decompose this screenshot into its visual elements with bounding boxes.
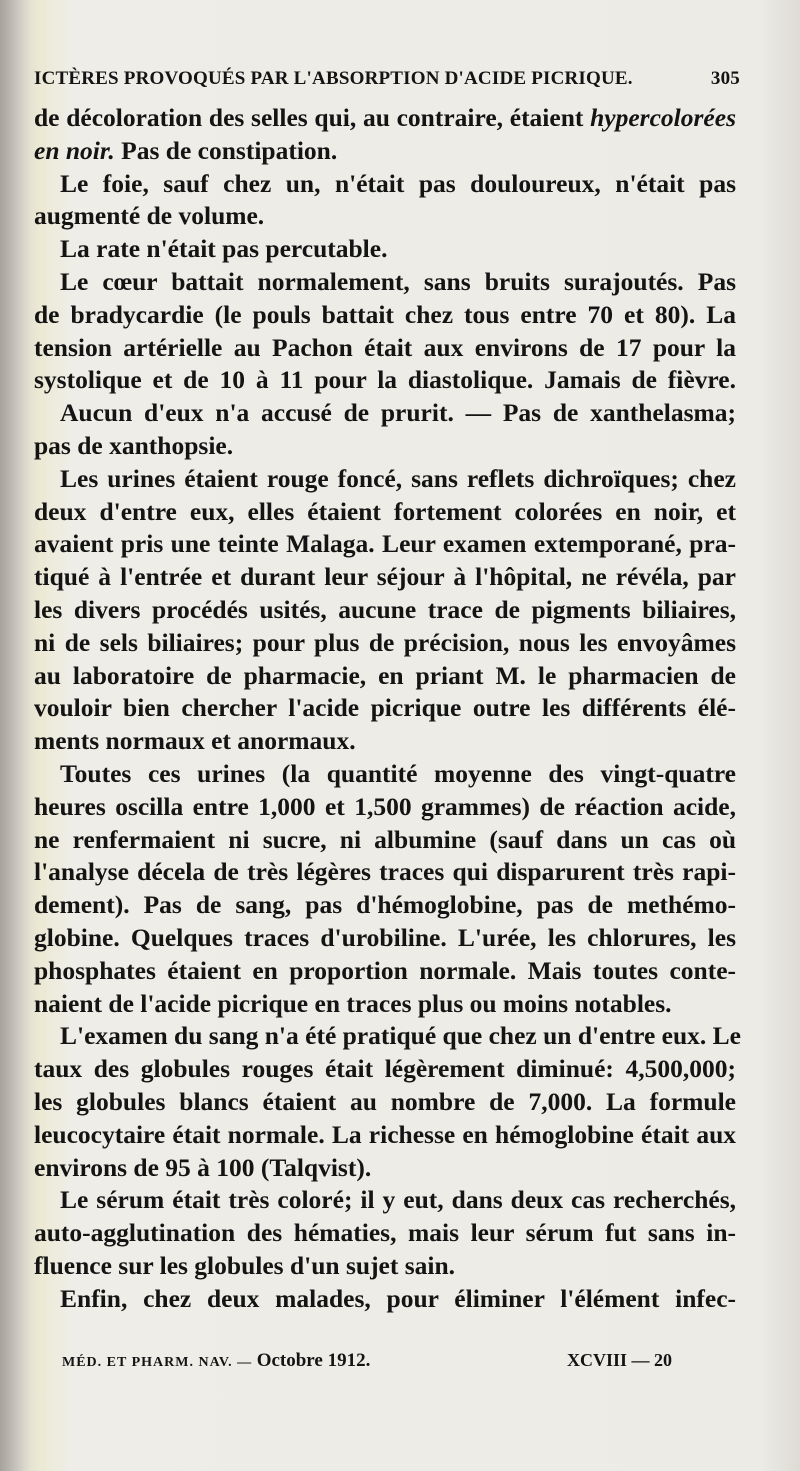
text-line-content: ne renfermaient ni sucre, ni albumine (sauf dans un cas où xyxy=(34,824,736,854)
text-line xyxy=(34,1152,736,1185)
text-line-content: naient de l'acide picrique en traces plus ou moins notables. xyxy=(34,988,672,1018)
text-line-content: deux d'entre eux, elles étaient fortement colorées en noir, et xyxy=(34,496,736,526)
text-line-content: vouloir bien chercher l'acide picrique outre les différents élé- xyxy=(34,693,736,723)
text-line xyxy=(34,200,736,233)
text-line xyxy=(34,791,736,824)
body-text xyxy=(34,102,741,1315)
text-line-content: Toutes ces urines (la quantité moyenne des vingt-quatre xyxy=(60,758,736,788)
text-line-content: environs de 95 à 100 (Talqvist). xyxy=(34,1152,372,1182)
text-line xyxy=(34,1119,736,1152)
text-line-content: ments normaux et anormaux. xyxy=(34,726,356,756)
text-line xyxy=(34,627,736,660)
text-line xyxy=(34,758,736,791)
text-line-content: de bradycardie (le pouls battait chez tous entre 70 et 80). La xyxy=(34,299,736,329)
text-line-content: Le sérum était très coloré; il y eut, dans deux cas recherchés, xyxy=(60,1185,736,1215)
text-line-content: pas de xanthopsie. xyxy=(34,430,234,460)
text-line-content: tiqué à l'entrée et durant leur séjour à l'hôpital, ne révéla, par xyxy=(34,562,736,592)
text-line-content: Le foie, sauf chez un, n'était pas douloureux, n'était pas xyxy=(60,168,736,198)
running-head xyxy=(34,68,740,90)
text-line xyxy=(34,233,736,266)
page-footer xyxy=(62,1350,672,1372)
text-line xyxy=(34,1283,736,1316)
text-line xyxy=(34,1250,736,1283)
running-head-title: ICTÈRES PROVOQUÉS PAR L'ABSORPTION D'ACIDE PICRIQUE. xyxy=(34,68,633,89)
text-line xyxy=(34,397,736,430)
text-line-content: les divers procédés usités, aucune trace de pigments biliaires, xyxy=(34,594,736,624)
text-line-italic: hypercolorées xyxy=(590,103,736,132)
text-line xyxy=(34,988,736,1021)
text-line xyxy=(34,299,736,332)
footer-date: Octobre 1912. xyxy=(256,1350,371,1371)
footer-journal-name: MÉD. ET PHARM. NAV. — xyxy=(62,1355,257,1370)
text-line xyxy=(34,824,736,857)
page-number: 305 xyxy=(710,68,740,89)
text-line xyxy=(34,266,736,299)
text-line xyxy=(34,102,736,135)
text-line-content: dement). Pas de sang, pas d'hémoglobine, pas de methémo- xyxy=(34,890,736,920)
text-line xyxy=(34,364,736,397)
text-line xyxy=(34,1020,741,1053)
text-line-content: tension artérielle au Pachon était aux environs de 17 pour la xyxy=(34,332,736,362)
text-line xyxy=(34,660,736,693)
text-line-content: fluence sur les globules d'un sujet sain. xyxy=(34,1250,456,1280)
text-line xyxy=(34,955,736,988)
text-line-content: taux des globules rouges était légèrement diminué: 4,500,000; xyxy=(34,1054,736,1084)
text-line-italic: en noir. xyxy=(34,135,115,165)
text-line-content: l'analyse décela de très légères traces qui disparurent très rapi- xyxy=(34,857,736,887)
text-line xyxy=(34,1086,736,1119)
text-line xyxy=(34,528,736,561)
text-line xyxy=(34,496,736,529)
text-line xyxy=(34,922,736,955)
text-line-content: augmenté de volume. xyxy=(34,201,265,231)
text-line-content: phosphates étaient en proportion normale. Mais toutes conte- xyxy=(34,955,736,985)
text-line-content: avaient pris une teinte Malaga. Leur examen extemporané, pra- xyxy=(34,529,736,559)
text-line xyxy=(34,463,736,496)
text-line-content: L'examen du sang n'a été pratiqué que chez un d'entre eux. Le xyxy=(60,1021,741,1051)
text-line xyxy=(34,135,736,168)
text-line-content: Aucun d'eux n'a accusé de prurit. — Pas de xanthelasma; xyxy=(60,398,736,428)
text-line-content: La rate n'était pas percutable. xyxy=(60,234,388,264)
text-line-content: au laboratoire de pharmacie, en priant M. le pharmacien de xyxy=(34,660,736,690)
text-line-content: globine. Quelques traces d'urobiline. L'urée, les chlorures, les xyxy=(34,922,736,952)
text-line-content: Les urines étaient rouge foncé, sans reflets dichroïques; chez xyxy=(60,463,736,493)
text-line xyxy=(34,430,736,463)
text-line xyxy=(34,889,736,922)
text-line xyxy=(34,725,736,758)
text-line xyxy=(34,1217,736,1250)
text-line-content: systolique et de 10 à 11 pour la diastolique. Jamais de fièvre. xyxy=(34,365,736,395)
text-line xyxy=(34,168,736,201)
text-line-content: auto-agglutination des hématies, mais leur sérum fut sans in- xyxy=(34,1218,736,1248)
footer-signature: XCVIII — 20 xyxy=(566,1350,672,1370)
text-line xyxy=(34,332,736,365)
text-line xyxy=(34,1184,736,1217)
text-line-content: de décoloration des selles qui, au contraire, étaient xyxy=(34,103,591,132)
text-line xyxy=(34,1053,736,1086)
text-line-content: leucocytaire était normale. La richesse en hémoglobine était aux xyxy=(34,1119,736,1149)
text-line-content: les globules blancs étaient au nombre de 7,000. La formule xyxy=(34,1086,736,1116)
text-line xyxy=(34,856,736,889)
text-line-tail: Pas de constipation. xyxy=(114,135,338,165)
text-line-content: Enfin, chez deux malades, pour éliminer l'élément infec- xyxy=(60,1283,736,1313)
text-line xyxy=(34,692,736,725)
footer-journal xyxy=(62,1350,370,1372)
text-line-content: ni de sels biliaires; pour plus de précision, nous les envoyâmes xyxy=(34,627,736,657)
text-line xyxy=(34,594,736,627)
text-line xyxy=(34,561,736,594)
text-line-content: heures oscilla entre 1,000 et 1,500 grammes) de réaction acide, xyxy=(34,791,736,821)
text-line-content: Le cœur battait normalement, sans bruits surajoutés. Pas xyxy=(60,266,736,296)
